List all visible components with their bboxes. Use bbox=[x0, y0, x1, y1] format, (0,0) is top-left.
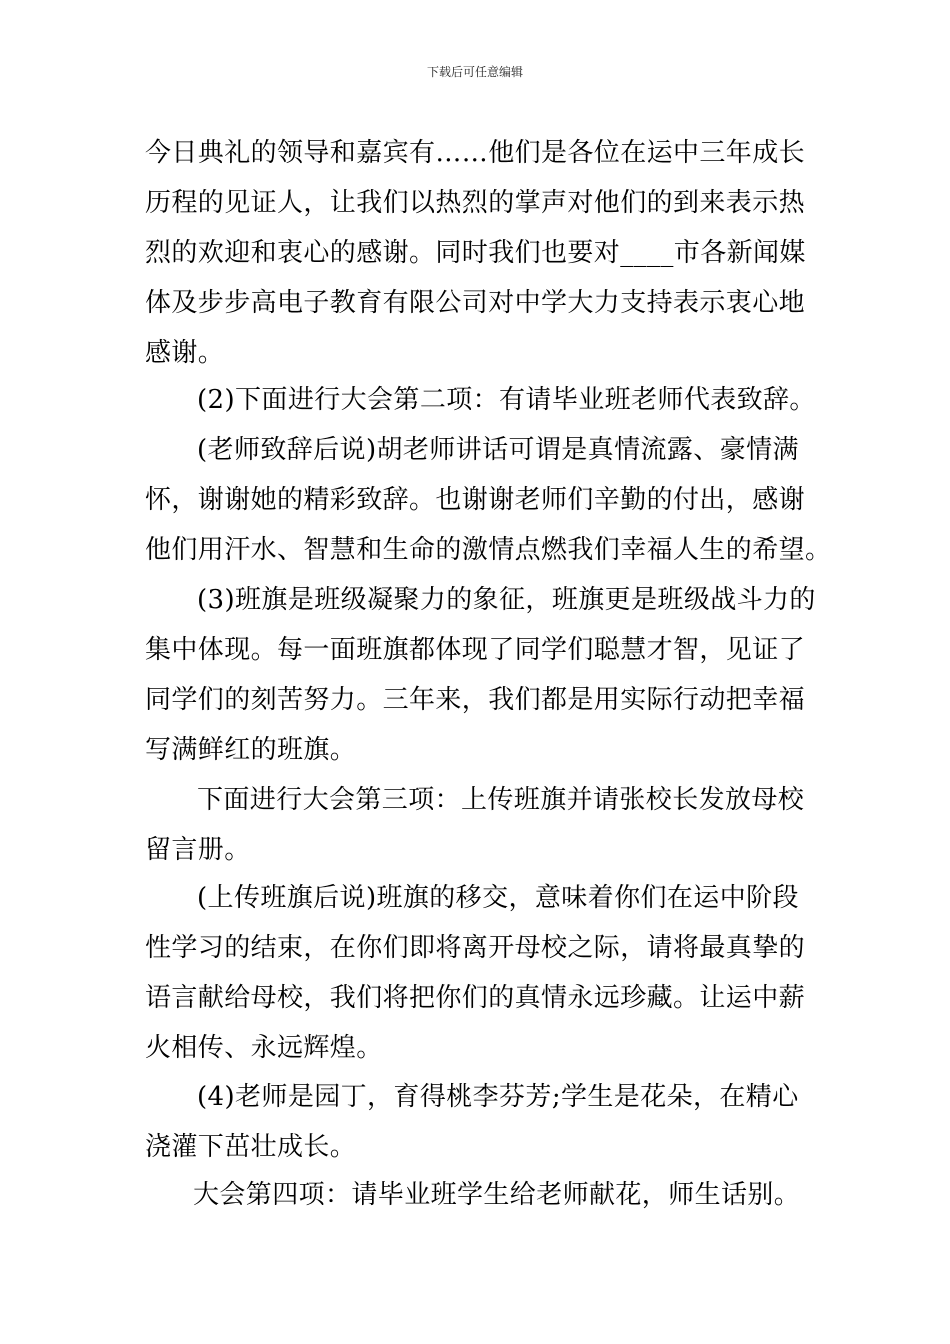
text-line: 同学们的刻苦努力。三年来，我们都是用实际行动把幸福 bbox=[145, 685, 806, 715]
text-line: 集中体现。每一面班旗都体现了同学们聪慧才智，见证了 bbox=[145, 635, 806, 665]
text-line: 烈的欢迎和衷心的感谢。同时我们也要对____市各新闻媒 bbox=[145, 238, 806, 268]
text-line: 怀，谢谢她的精彩致辞。也谢谢老师们辛勤的付出，感谢 bbox=[145, 485, 806, 515]
text-line: (4)老师是园丁，育得桃李芬芳;学生是花朵，在精心 bbox=[197, 1082, 799, 1112]
text-line: 下面进行大会第三项：上传班旗并请张校长发放母校 bbox=[197, 785, 805, 815]
text-line: 性学习的结束，在你们即将离开母校之际，请将最真挚的 bbox=[145, 933, 806, 963]
text-line: 体及步步高电子教育有限公司对中学大力支持表示衷心地 bbox=[145, 288, 806, 318]
text-line: (2)下面进行大会第二项：有请毕业班老师代表致辞。 bbox=[197, 385, 816, 415]
text-line: 留言册。 bbox=[145, 835, 251, 865]
page-header: 下载后可任意编辑 bbox=[426, 65, 523, 79]
text-line: 大会第四项：请毕业班学生给老师献花，师生话别。 bbox=[193, 1180, 801, 1210]
text-line: (老师致辞后说)胡老师讲话可谓是真情流露、豪情满 bbox=[197, 435, 799, 465]
text-line: 写满鲜红的班旗。 bbox=[145, 735, 357, 765]
text-line: 浇灌下茁壮成长。 bbox=[145, 1132, 357, 1162]
text-line: 他们用汗水、智慧和生命的激情点燃我们幸福人生的希望。 bbox=[145, 535, 832, 565]
text-line: (上传班旗后说)班旗的移交，意味着你们在运中阶段 bbox=[197, 883, 799, 913]
text-line: (3)班旗是班级凝聚力的象征，班旗更是班级战斗力的 bbox=[197, 585, 816, 615]
text-line: 今日典礼的领导和嘉宾有……他们是各位在运中三年成长 bbox=[145, 138, 806, 168]
text-line: 语言献给母校，我们将把你们的真情永远珍藏。让运中薪 bbox=[145, 983, 806, 1013]
text-line: 感谢。 bbox=[145, 338, 225, 368]
text-line: 历程的见证人，让我们以热烈的掌声对他们的到来表示热 bbox=[145, 188, 806, 218]
text-line: 火相传、永远辉煌。 bbox=[145, 1033, 383, 1063]
